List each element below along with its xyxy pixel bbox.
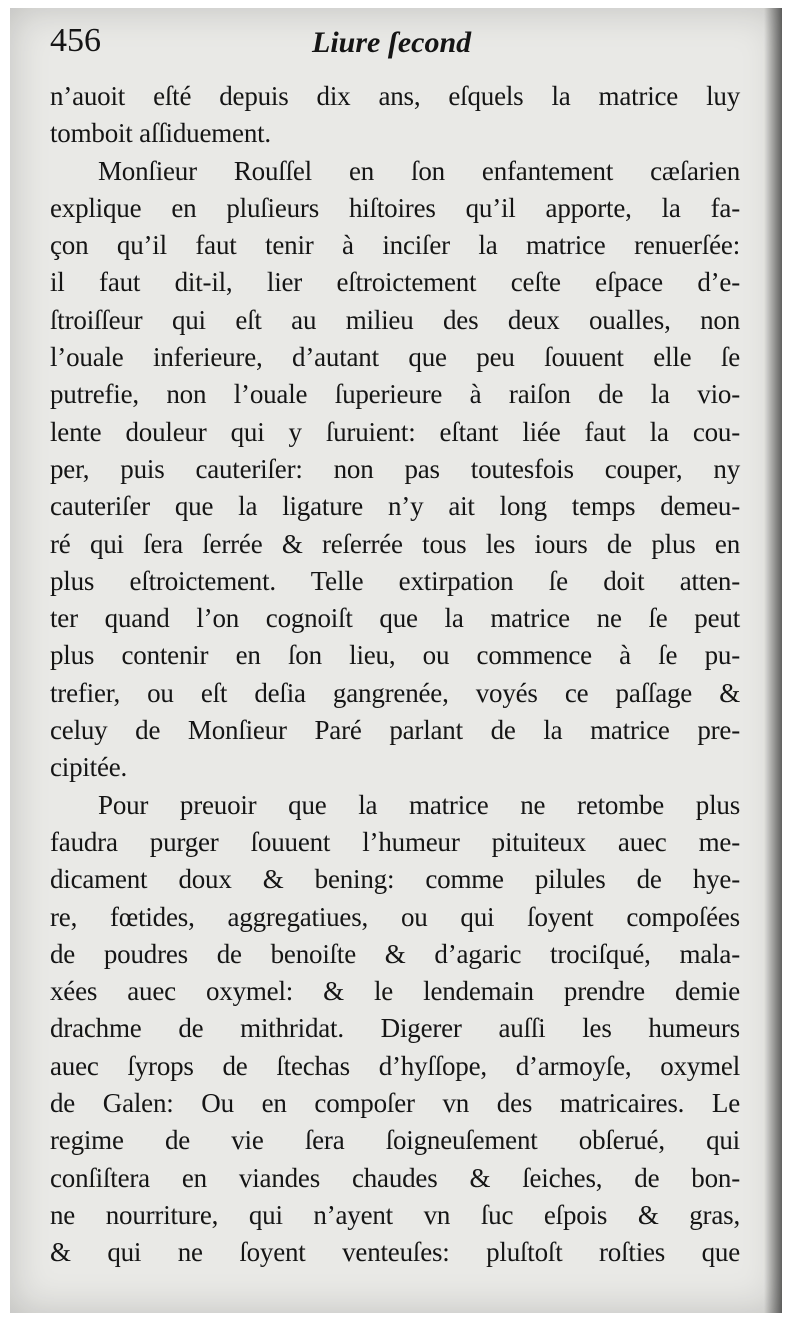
text-line: faudra purger ſouuent l’humeur pituiteux auec me-	[50, 826, 740, 857]
text-line: cipitée.	[50, 752, 128, 783]
text-line: ne nourriture, qui n’ayent vn ſuc eſpois & gras,	[50, 1199, 740, 1230]
text-line: dicament doux & bening: comme pilules de hye-	[50, 864, 740, 895]
text-line: re, fœtides, aggregatiues, ou qui ſoyent compoſées	[50, 901, 740, 932]
page-number: 456	[50, 22, 101, 59]
text-line: per, puis cauteriſer: non pas toutesfois couper, ny	[50, 453, 740, 484]
text-line: ter quand l’on cognoiſt que la matrice ne ſe peut	[50, 603, 740, 634]
book-page	[10, 8, 782, 1313]
text-line: de poudres de benoiſte & d’agaric trociſqué, mala-	[50, 938, 740, 969]
running-head: Liure ſecond	[312, 26, 472, 59]
text-line: n’auoit eſté depuis dix ans, eſquels la matrice luy	[50, 81, 740, 111]
text-line: xées auec oxymel: & le lendemain prendre demie	[50, 976, 740, 1007]
text-line: çon qu’il faut tenir à inciſer la matrice renuerſée:	[50, 230, 740, 261]
body-text	[50, 78, 740, 1272]
text-line: tomboit aſſiduement.	[50, 118, 271, 149]
text-line: Monſieur Rouſſel en ſon enfantement cæſarien	[98, 155, 740, 186]
text-line: auec ſyrops de ſtechas d’hyſſope, d’armoyſe, oxymel	[50, 1050, 740, 1081]
text-line: regime de vie ſera ſoigneuſement obſerué, qui	[50, 1125, 740, 1156]
text-line: lente douleur qui y ſuruient: eſtant liée faut la cou-	[50, 416, 740, 447]
text-line: & qui ne ſoyent venteuſes: pluſtoſt roſties que	[50, 1237, 740, 1268]
text-line: conſiſtera en viandes chaudes & ſeiches, de bon-	[50, 1162, 740, 1193]
text-line: explique en pluſieurs hiſtoires qu’il apporte, la fa-	[50, 192, 740, 223]
text-line: plus eſtroictement. Telle extirpation ſe doit atten-	[50, 565, 740, 596]
text-line: Pour preuoir que la matrice ne retombe plus	[98, 789, 740, 820]
text-line: drachme de mithridat. Digerer auſſi les humeurs	[50, 1013, 740, 1044]
text-line: trefier, ou eſt deſia gangrenée, voyés ce paſſage &	[50, 677, 740, 708]
text-line: il faut dit-il, lier eſtroictement ceſte eſpace d’e-	[50, 267, 740, 298]
text-line: putrefie, non l’ouale ſuperieure à raiſon de la vio-	[50, 379, 740, 410]
text-line: cauteriſer que la ligature n’y ait long temps demeu-	[50, 491, 740, 522]
page-header	[50, 22, 730, 72]
text-line: ſtroiſſeur qui eſt au milieu des deux oualles, non	[50, 304, 740, 335]
text-line: celuy de Monſieur Paré parlant de la matrice pre-	[50, 715, 740, 746]
text-line: ré qui ſera ſerrée & reſerrée tous les iours de plus en	[50, 528, 740, 559]
text-line: l’ouale inferieure, d’autant que peu ſouuent elle ſe	[50, 342, 740, 373]
text-line: plus contenir en ſon lieu, ou commence à ſe pu-	[50, 640, 740, 671]
text-line: de Galen: Ou en compoſer vn des matricaires. Le	[50, 1088, 740, 1119]
